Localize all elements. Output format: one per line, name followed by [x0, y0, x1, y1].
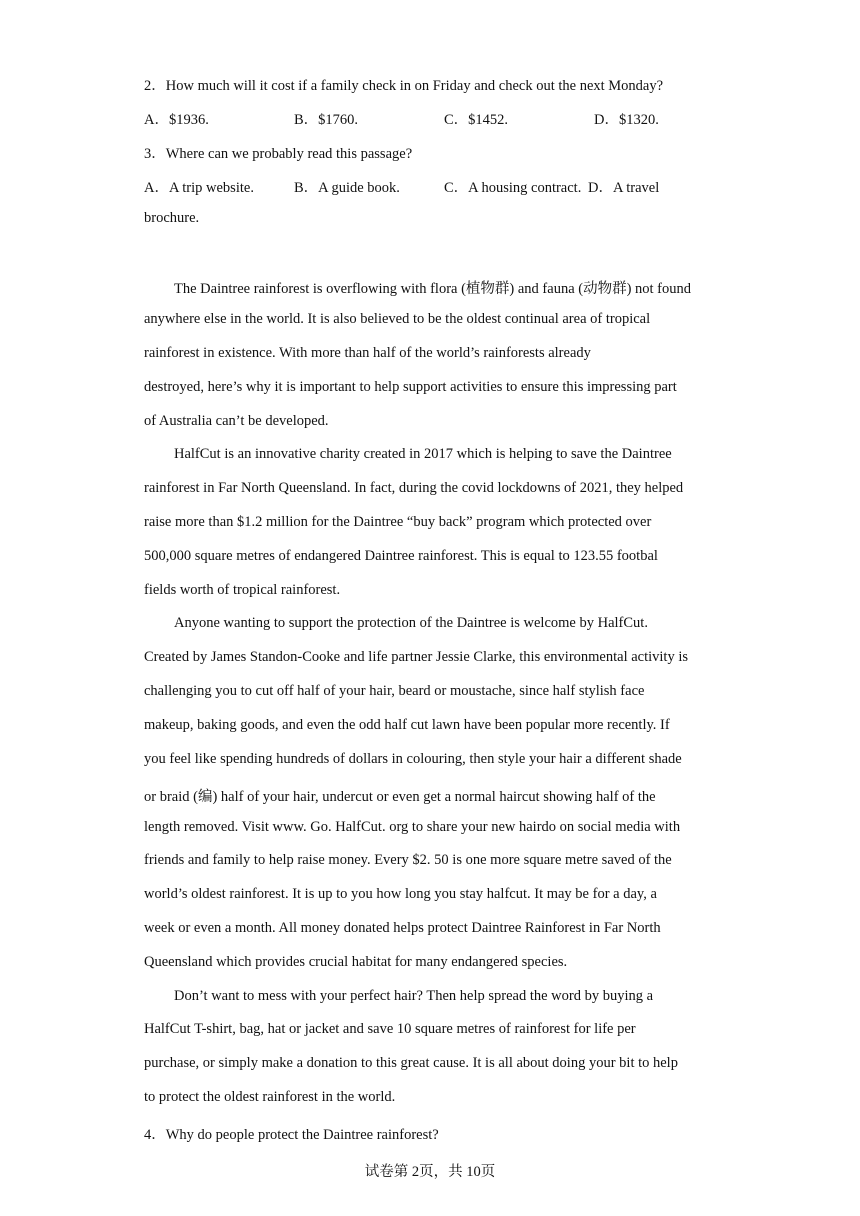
passage-line: Created by James Standon-Cooke and life partner Jessie Clarke, this environmental activity is: [144, 649, 689, 665]
q2-option-b: B．$1760.: [294, 112, 359, 128]
question-2-stem: 2．How much will it cost if a family check in on Friday and check out the next Monday?: [144, 78, 664, 94]
passage-line: world’s oldest rainforest. It is up to you how long you stay halfcut. It may be for a day, a: [144, 886, 657, 902]
passage-line: week or even a month. All money donated helps protect Daintree Rainforest in Far North: [144, 920, 661, 936]
passage-line: friends and family to help raise money. Every $2. 50 is one more square metre saved of the: [144, 852, 672, 868]
q2-option-d: D．$1320.: [594, 112, 659, 128]
passage-line: Anyone wanting to support the protection of the Daintree is welcome by HalfCut.: [174, 615, 648, 631]
passage-line: length removed. Visit www. Go. HalfCut. org to share your new hairdo on social media with: [144, 819, 681, 835]
passage-line: of Australia can’t be developed.: [144, 413, 329, 429]
passage-line: purchase, or simply make a donation to this great cause. It is all about doing your bit to help: [144, 1055, 678, 1071]
q3-option-a: A．A trip website.: [144, 180, 254, 196]
question-4-stem: 4．Why do people protect the Daintree rainforest?: [144, 1127, 439, 1143]
passage-line: Don’t want to mess with your perfect hair? Then help spread the word by buying a: [174, 988, 654, 1004]
q2-option-c: C．$1452.: [444, 112, 509, 128]
q3-option-b: B．A guide book.: [294, 180, 400, 196]
passage-line: rainforest in existence. With more than half of the world’s rainforests already: [144, 345, 591, 361]
passage-line: HalfCut T-shirt, bag, hat or jacket and save 10 square metres of rainforest for life per: [144, 1021, 636, 1037]
passage-line: challenging you to cut off half of your hair, beard or moustache, since half stylish face: [144, 683, 645, 699]
question-3-stem: 3．Where can we probably read this passage?: [144, 146, 413, 162]
passage-line: to protect the oldest rainforest in the world.: [144, 1089, 396, 1105]
passage-line: anywhere else in the world. It is also believed to be the oldest continual area of tropical: [144, 311, 651, 327]
q2-option-a: A．$1936.: [144, 112, 209, 128]
passage-line: fields worth of tropical rainforest.: [144, 582, 341, 598]
passage-line: The Daintree rainforest is overflowing with flora (植物群) and fauna (动物群) not found: [174, 281, 692, 297]
q3-option-d-wrap: brochure.: [144, 210, 200, 226]
passage-line: destroyed, here’s why it is important to help support activities to ensure this impressing part: [144, 379, 677, 395]
passage-line: 500,000 square metres of endangered Daintree rainforest. This is equal to 123.55 footbal: [144, 548, 658, 564]
q3-option-c: C．A housing contract.: [444, 180, 582, 196]
q3-option-d: D．A travel: [588, 180, 660, 196]
passage-line: makeup, baking goods, and even the odd half cut lawn have been popular more recently. If: [144, 717, 670, 733]
passage-line: or braid (编) half of your hair, undercut or even get a normal haircut showing half of the: [144, 789, 656, 805]
passage-line: you feel like spending hundreds of dollars in colouring, then style your hair a different shade: [144, 751, 682, 767]
passage-line: raise more than $1.2 million for the Daintree “buy back” program which protected over: [144, 514, 652, 530]
page-footer: 试卷第 2页，共 10页: [364, 1164, 496, 1180]
passage-line: rainforest in Far North Queensland. In fact, during the covid lockdowns of 2021, they helped: [144, 480, 684, 496]
passage-line: Queensland which provides crucial habitat for many endangered species.: [144, 954, 568, 970]
passage-line: HalfCut is an innovative charity created in 2017 which is helping to save the Daintree: [174, 446, 672, 462]
